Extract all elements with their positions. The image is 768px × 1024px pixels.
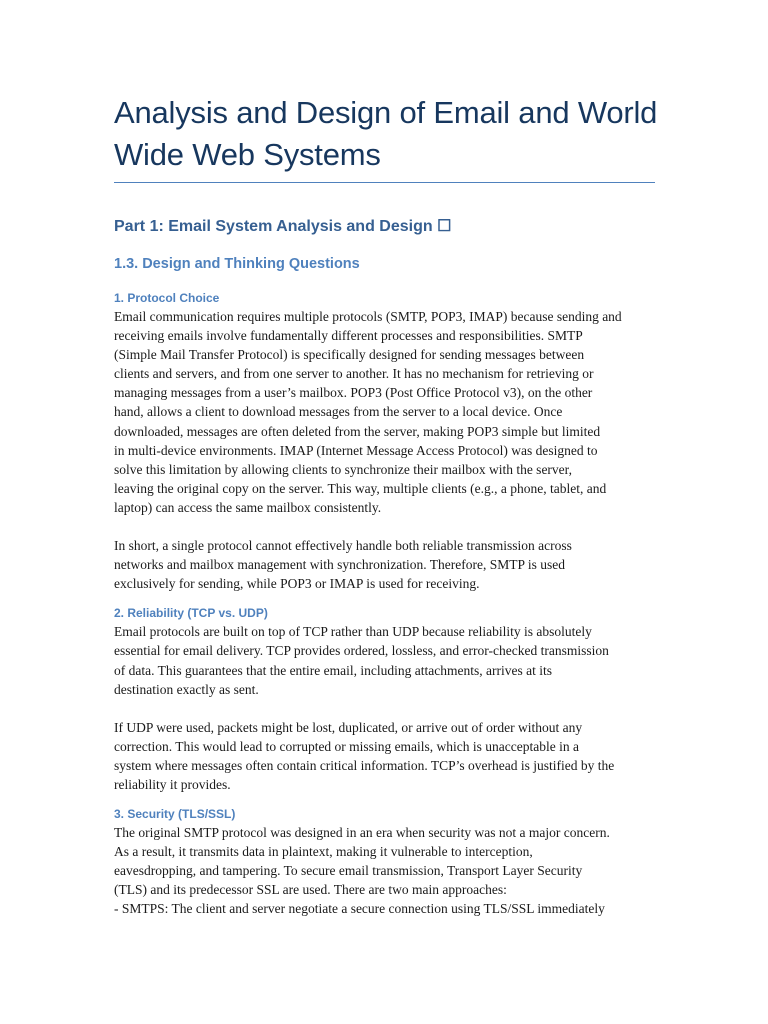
text-line: clients and servers, and from one server to another. It has no mechanism for retrieving or <box>114 366 594 382</box>
text-line: (Simple Mail Transfer Protocol) is specifically designed for sending messages between <box>114 347 585 363</box>
text-line: In short, a single protocol cannot effectively handle both reliable transmission across <box>114 538 572 554</box>
text-line: downloaded, messages are often deleted from the server, making POP3 simple but limited <box>114 423 601 439</box>
text-line: (TLS) and its predecessor SSL are used. There are two main approaches: <box>114 882 507 898</box>
text-line: If UDP were used, packets might be lost, duplicated, or arrive out of order without any <box>114 719 583 735</box>
paragraph <box>114 823 656 918</box>
text-line: receiving emails involve fundamentally different processes and responsibilities. SMTP <box>114 328 583 344</box>
text-line: hand, allows a client to download messages from the server to a local device. Once <box>114 404 563 420</box>
title-underline-divider <box>114 182 655 183</box>
text-line: leaving the original copy on the server. This way, multiple clients (e.g., a phone, tablet, and <box>114 480 607 496</box>
document-page <box>114 92 656 919</box>
text-line: in multi-device environments. IMAP (Internet Message Access Protocol) was designed to <box>114 442 598 458</box>
part-heading: Part 1: Email System Analysis and Design ☐ <box>114 218 452 235</box>
paragraph <box>114 536 656 593</box>
text-line: - SMTPS: The client and server negotiate a secure connection using TLS/SSL immediately <box>114 901 605 917</box>
text-line: eavesdropping, and tampering. To secure email transmission, Transport Layer Security <box>114 863 583 879</box>
section-heading: 2. Reliability (TCP vs. UDP) <box>114 606 268 621</box>
section-heading: 3. Security (TLS/SSL) <box>114 807 236 822</box>
document-title-line-2: Wide Web Systems <box>114 137 381 172</box>
paragraph <box>114 622 656 698</box>
text-line: managing messages from a user’s mailbox. POP3 (Post Office Protocol v3), on the other <box>114 385 593 401</box>
paragraph <box>114 307 656 517</box>
paragraph <box>114 718 656 794</box>
text-line: As a result, it transmits data in plaintext, making it vulnerable to interception, <box>114 844 533 860</box>
section-reliability <box>114 604 656 794</box>
text-line: exclusively for sending, while POP3 or IMAP is used for receiving. <box>114 576 480 592</box>
text-line: Email protocols are built on top of TCP rather than UDP because reliability is absolutely <box>114 624 592 640</box>
text-line: laptop) can access the same mailbox consistently. <box>114 499 382 515</box>
text-line: correction. This would lead to corrupted or missing emails, which is unacceptable in a <box>114 738 579 754</box>
text-line: reliability it provides. <box>114 776 231 792</box>
document-title-line-1: Analysis and Design of Email and World <box>114 95 658 130</box>
text-line: Email communication requires multiple protocols (SMTP, POP3, IMAP) because sending and <box>114 309 622 324</box>
text-line: solve this limitation by allowing clients to synchronize their mailbox with the server, <box>114 461 572 477</box>
text-line: system where messages often contain critical information. TCP’s overhead is justified by the <box>114 757 615 773</box>
section-heading: 1. Protocol Choice <box>114 291 220 305</box>
text-line: of data. This guarantees that the entire email, including attachments, arrives at its <box>114 662 552 678</box>
text-line: The original SMTP protocol was designed in an era when security was not a major concern. <box>114 825 610 841</box>
section-security <box>114 805 656 918</box>
subsection-heading: 1.3. Design and Thinking Questions <box>114 256 360 272</box>
text-line: essential for email delivery. TCP provides ordered, lossless, and error-checked transmission <box>114 643 609 659</box>
text-line: networks and mailbox management with synchronization. Therefore, SMTP is used <box>114 557 566 573</box>
section-protocol-choice <box>114 289 656 593</box>
document-title <box>114 92 656 176</box>
text-line: destination exactly as sent. <box>114 681 259 697</box>
